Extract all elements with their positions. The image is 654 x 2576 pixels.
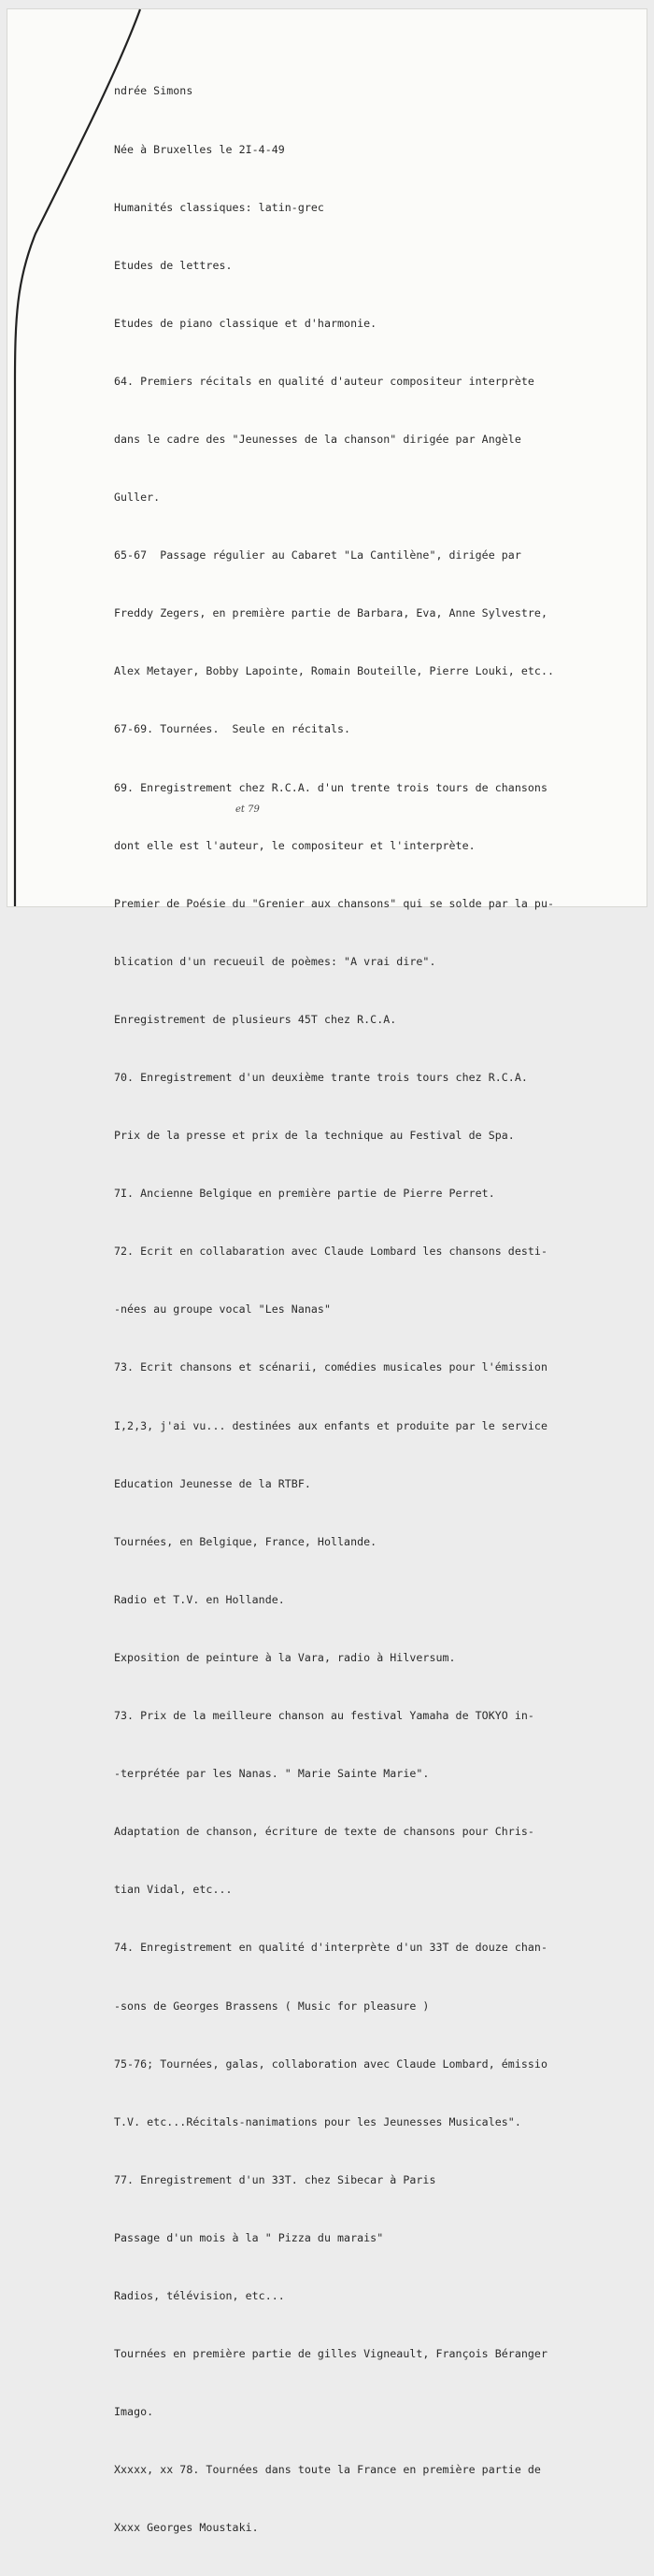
- typed-page: [7, 9, 647, 2535]
- text-line: dont elle est l'auteur, le compositeur et l'interprète.: [114, 838, 476, 852]
- text-line: Guller.: [114, 491, 161, 505]
- text-line: Exposition de peinture à la Vara, radio à Hilversum.: [114, 1650, 456, 1664]
- text-line: Adaptation de chanson, écriture de texte de chansons pour Chris-: [114, 1825, 534, 1839]
- text-line: 70. Enregistrement d'un deuxième trante trois tours chez R.C.A.: [114, 1071, 528, 1084]
- text-line: Premier de Poésie du "Grenier aux chansons" qui se solde par la pu-: [114, 896, 555, 910]
- text-line: Tournées en première partie de gilles Vigneault, François Béranger: [114, 2347, 547, 2361]
- text-line: 65-67 Passage régulier au Cabaret "La Cantilène", dirigée par: [114, 548, 521, 562]
- text-line: T.V. etc...Récitals-nanimations pour les Jeunesses Musicales".: [114, 2114, 521, 2128]
- text-line: 75-76; Tournées, galas, collaboration avec Claude Lombard, émissio: [114, 2057, 547, 2071]
- text-line: 73. Prix de la meilleure chanson au festival Yamaha de TOKYO in-: [114, 1709, 534, 1723]
- text-line: -sons de Georges Brassens ( Music for pleasure ): [114, 1999, 430, 2013]
- text-line: Tournées, en Belgique, France, Hollande.: [114, 1534, 377, 1548]
- text-line: ndrée Simons: [114, 84, 193, 98]
- text-line: Education Jeunesse de la RTBF.: [114, 1476, 311, 1490]
- text-line: 73. Ecrit chansons et scénarii, comédies musicales pour l'émission: [114, 1360, 547, 1374]
- text-line: Imago.: [114, 2405, 154, 2419]
- text-line: 64. Premiers récitals en qualité d'auteur compositeur interprète: [114, 374, 534, 388]
- text-line: tian Vidal, etc...: [114, 1883, 233, 1897]
- text-line: Radios, télévision, etc...: [114, 2288, 285, 2302]
- text-line: Enregistrement de plusieurs 45T chez R.C.A.: [114, 1012, 397, 1026]
- text-line: -terprétée par les Nanas. " Marie Sainte Marie".: [114, 1767, 430, 1781]
- text-line: Passage d'un mois à la " Pizza du marais": [114, 2230, 384, 2244]
- text-line: Etudes de lettres.: [114, 258, 233, 272]
- text-line: 69. Enregistrement chez R.C.A. d'un trente trois tours de chansons: [114, 780, 547, 794]
- text-line: dans le cadre des "Jeunesses de la chanson" dirigée par Angèle: [114, 432, 521, 446]
- typed-text: [114, 43, 645, 2576]
- text-line: 77. Enregistrement d'un 33T. chez Sibecar à Paris: [114, 2172, 436, 2186]
- text-line: -nées au groupe vocal "Les Nanas": [114, 1302, 331, 1316]
- text-line: Xxxx Georges Moustaki.: [114, 2521, 259, 2535]
- handwritten-annotation: et 79: [235, 804, 260, 815]
- text-line: 72. Ecrit en collabaration avec Claude Lombard les chansons desti-: [114, 1245, 547, 1259]
- text-line: Née à Bruxelles le 2I-4-49: [114, 142, 285, 156]
- text-line: blication d'un recueuil de poèmes: "A vrai dire".: [114, 954, 436, 968]
- text-line: Humanités classiques: latin-grec: [114, 200, 324, 214]
- text-line: Etudes de piano classique et d'harmonie.: [114, 316, 377, 330]
- text-line: Xxxxx, xx 78. Tournées dans toute la France en première partie de: [114, 2463, 541, 2477]
- text-line: 74. Enregistrement en qualité d'interprète d'un 33T de douze chan-: [114, 1941, 547, 1955]
- text-line: Freddy Zegers, en première partie de Barbara, Eva, Anne Sylvestre,: [114, 606, 547, 620]
- text-line: Prix de la presse et prix de la technique au Festival de Spa.: [114, 1129, 515, 1143]
- text-line: Alex Metayer, Bobby Lapointe, Romain Bouteille, Pierre Louki, etc..: [114, 664, 555, 678]
- text-line: 7I. Ancienne Belgique en première partie de Pierre Perret.: [114, 1187, 495, 1201]
- text-line: Radio et T.V. en Hollande.: [114, 1592, 285, 1606]
- text-line: 67-69. Tournées. Seule en récitals.: [114, 722, 351, 736]
- text-line: I,2,3, j'ai vu... destinées aux enfants et produite par le service: [114, 1418, 547, 1432]
